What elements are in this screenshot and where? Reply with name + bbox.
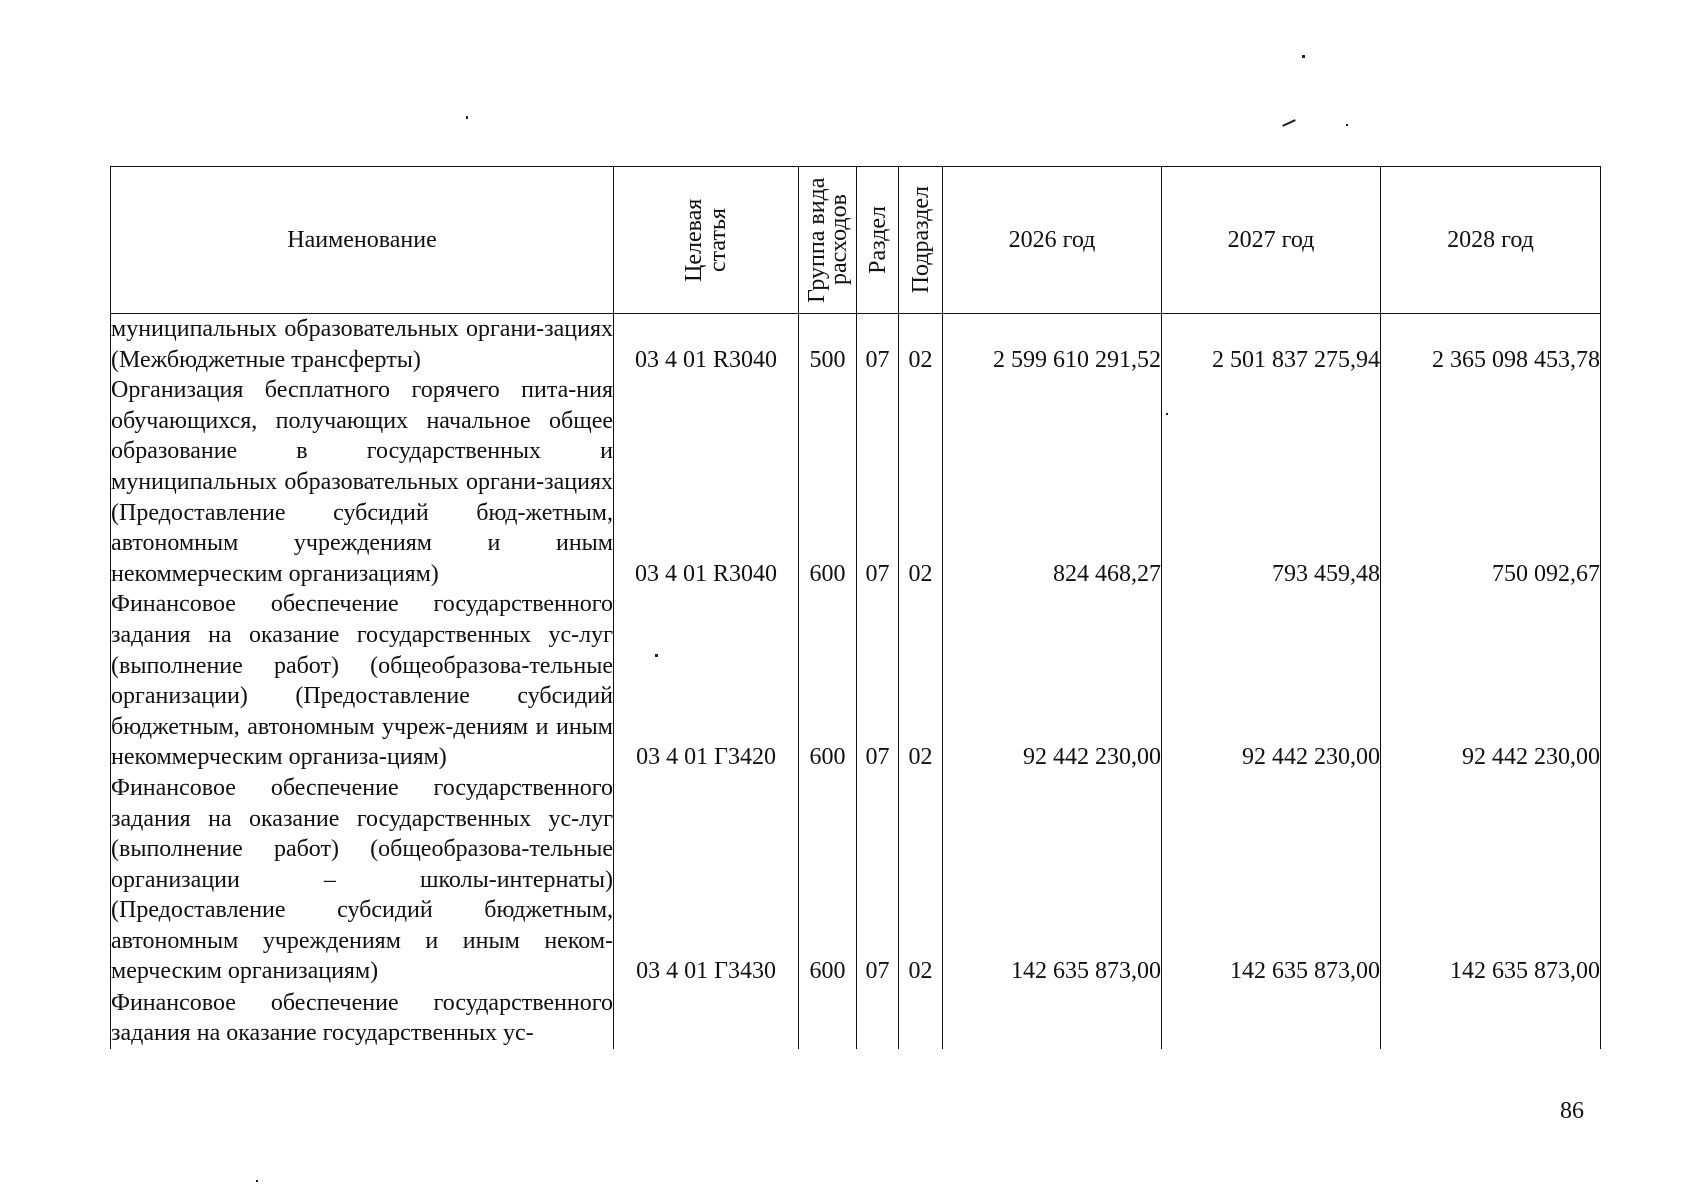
row-subsection: 02 — [899, 589, 943, 773]
header-year-2027: 2027 год — [1162, 167, 1381, 314]
row-section — [857, 987, 899, 1049]
scan-speck — [1282, 119, 1296, 127]
row-value-2026: 142 635 873,00 — [943, 773, 1162, 987]
row-name: муниципальных образовательных органи-зациях (Межбюджетные трансферты) — [111, 314, 614, 376]
row-name: Финансовое обеспечение государственного задания на оказание государственных ус-луг (выполнение работ) (общеобразова-тельные организации) (Предоставление субсидий бюджетным, автономным учреж-дениям и иным некоммерческим организа-циям) — [111, 589, 614, 773]
row-target-article: 03 4 01 R3040 — [614, 375, 799, 589]
row-name: Финансовое обеспечение государственного задания на оказание государственных ус- — [111, 987, 614, 1049]
row-value-2028: 142 635 873,00 — [1381, 773, 1601, 987]
table-row — [111, 314, 1601, 376]
row-value-2028: 750 092,67 — [1381, 375, 1601, 589]
header-section: Раздел — [857, 167, 899, 314]
scan-speck — [466, 116, 468, 119]
row-value-2027 — [1162, 987, 1381, 1049]
header-expense-group: Группа вида расходов — [799, 167, 857, 314]
row-value-2026: 2 599 610 291,52 — [943, 314, 1162, 376]
page-number: 86 — [1560, 1098, 1584, 1124]
row-value-2028: 2 365 098 453,78 — [1381, 314, 1601, 376]
row-expense-group: 600 — [799, 589, 857, 773]
row-expense-group: 600 — [799, 773, 857, 987]
row-value-2027: 92 442 230,00 — [1162, 589, 1381, 773]
budget-table — [110, 166, 1601, 1049]
row-value-2026: 824 468,27 — [943, 375, 1162, 589]
row-section: 07 — [857, 773, 899, 987]
row-expense-group: 600 — [799, 375, 857, 589]
header-subsection: Подраздел — [899, 167, 943, 314]
row-expense-group — [799, 987, 857, 1049]
header-year-2028: 2028 год — [1381, 167, 1601, 314]
row-subsection: 02 — [899, 314, 943, 376]
scan-speck — [655, 654, 658, 657]
header-year-2026: 2026 год — [943, 167, 1162, 314]
row-value-2027: 793 459,48 — [1162, 375, 1381, 589]
table-row — [111, 987, 1601, 1049]
row-name: Организация бесплатного горячего пита-ния обучающихся, получающих начальное общее образование в государственных и муниципальных образовательных органи-зациях (Предоставление субсидий бюд-жетным, автономным учреждениям и иным некоммерческим организациям) — [111, 375, 614, 589]
row-target-article: 03 4 01 Г3420 — [614, 589, 799, 773]
row-section: 07 — [857, 589, 899, 773]
row-target-article: 03 4 01 R3040 — [614, 314, 799, 376]
table-header-row — [111, 167, 1601, 314]
row-value-2026 — [943, 987, 1162, 1049]
header-target-article: Целевая статья — [614, 167, 799, 314]
scan-speck — [1302, 55, 1305, 58]
row-value-2026: 92 442 230,00 — [943, 589, 1162, 773]
scan-speck — [256, 1180, 258, 1182]
row-subsection: 02 — [899, 375, 943, 589]
table-row — [111, 589, 1601, 773]
row-value-2028 — [1381, 987, 1601, 1049]
row-subsection: 02 — [899, 773, 943, 987]
scan-speck — [1166, 413, 1168, 415]
row-target-article — [614, 987, 799, 1049]
row-value-2027: 2 501 837 275,94 — [1162, 314, 1381, 376]
row-subsection — [899, 987, 943, 1049]
table-row — [111, 375, 1601, 589]
row-section: 07 — [857, 375, 899, 589]
scan-speck — [1346, 124, 1348, 126]
row-expense-group: 500 — [799, 314, 857, 376]
row-target-article: 03 4 01 Г3430 — [614, 773, 799, 987]
table-row — [111, 773, 1601, 987]
row-name: Финансовое обеспечение государственного задания на оказание государственных ус-луг (выполнение работ) (общеобразова-тельные организации – школы-интернаты) (Предоставление субсидий бюджетным, автономным учреждениям и иным неком-мерческим организациям) — [111, 773, 614, 987]
header-name: Наименование — [111, 167, 614, 314]
row-value-2028: 92 442 230,00 — [1381, 589, 1601, 773]
row-value-2027: 142 635 873,00 — [1162, 773, 1381, 987]
row-section: 07 — [857, 314, 899, 376]
